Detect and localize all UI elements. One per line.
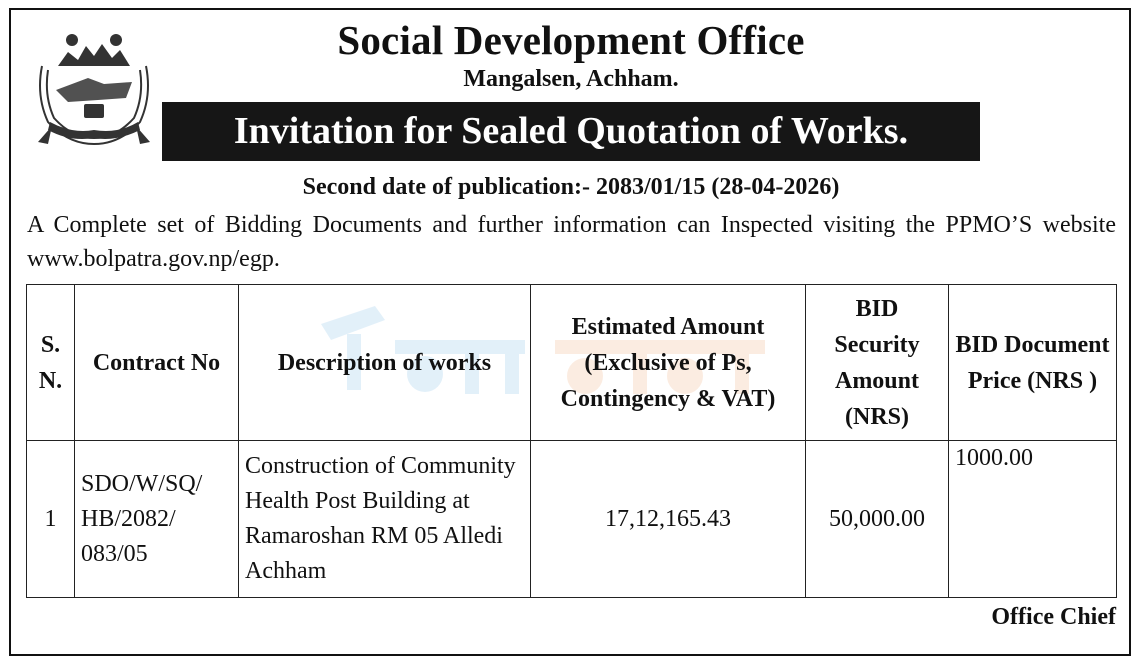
table-row bbox=[27, 441, 1117, 598]
header-sn: S. N. bbox=[27, 285, 75, 441]
cell-bid-security: 50,000.00 bbox=[806, 441, 949, 598]
cell-contract-no: SDO/W/SQ/ HB/2082/ 083/05 bbox=[75, 441, 239, 598]
cell-sn: 1 bbox=[27, 441, 75, 598]
notice-title-banner: Invitation for Sealed Quotation of Works. bbox=[162, 102, 980, 161]
header-contract-no: Contract No bbox=[75, 285, 239, 441]
header-bid-security: BID Security Amount (NRS) bbox=[806, 285, 949, 441]
header-description: Description of works bbox=[239, 285, 531, 441]
signatory: Office Chief bbox=[991, 604, 1116, 630]
cell-description: Construction of Community Health Post Building at Ramaroshan RM 05 Alledi Achham bbox=[239, 441, 531, 598]
office-address: Mangalsen, Achham. bbox=[463, 66, 679, 92]
publication-date: Second date of publication:- 2083/01/15 (28-04-2026) bbox=[302, 174, 840, 200]
cell-bid-document-price: 1000.00 bbox=[949, 441, 1117, 598]
cell-estimated-amount: 17,12,165.43 bbox=[531, 441, 806, 598]
intro-paragraph: A Complete set of Bidding Documents and further information can Inspected visiting the PPMO’S website www.bolpatra.gov.np/egp. bbox=[27, 212, 1116, 272]
office-name: Social Development Office bbox=[337, 17, 805, 63]
table-header-row bbox=[27, 285, 1117, 441]
bid-table bbox=[26, 284, 1117, 598]
header-estimated-amount: Estimated Amount (Exclusive of Ps, Contingency & VAT) bbox=[531, 285, 806, 441]
header-bid-document-price: BID Document Price (NRS ) bbox=[949, 285, 1117, 441]
